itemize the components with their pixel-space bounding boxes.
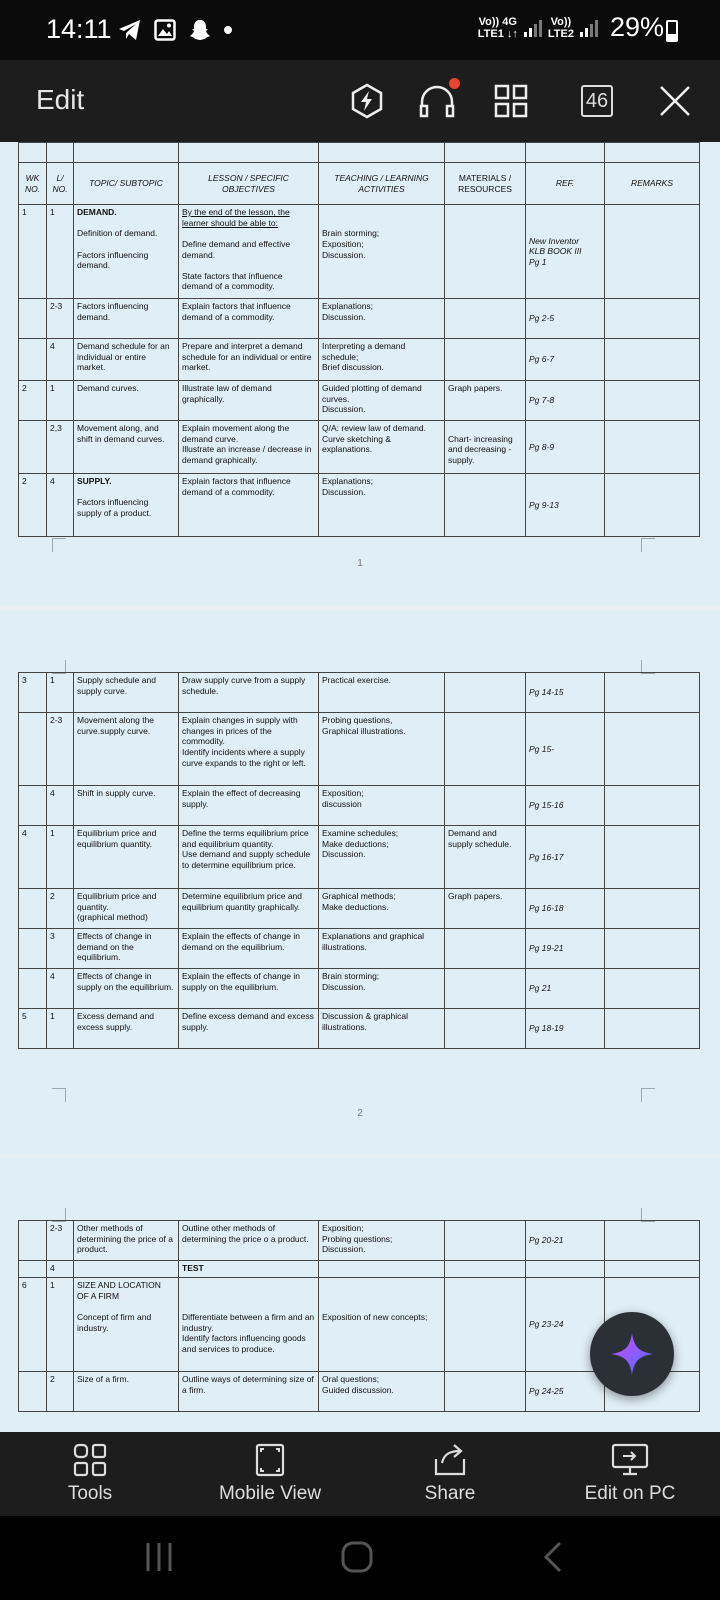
recent-apps-icon[interactable] [144,1540,174,1574]
table-row [19,421,700,474]
cell-activities: Guided plotting of demand curves. Discussion. [319,381,445,421]
status-time: 14:11 [46,14,112,44]
table-row [19,673,700,713]
mobile-view-icon [255,1443,285,1477]
page-count: 46 [581,85,613,117]
cell-lesson: 2-3 [47,1221,74,1261]
cell-reference: Pg 9-13 [526,474,605,537]
cell-activities: Brain storming; Discussion. [319,969,445,1009]
cell-week [19,299,47,339]
sim2-network: Vo)) LTE2 [547,15,574,40]
cell-activities: Examine schedules; Make deductions; Discussion. [319,826,445,889]
tools-label: Tools [67,1483,113,1504]
page-corner-mark [641,538,655,552]
cell-remarks [605,205,700,299]
top-toolbar [0,60,720,142]
cell-topic: SIZE AND LOCATION OF A FIRM Concept of firm and industry. [74,1278,179,1372]
cell-activities: Explanations; Discussion. [319,299,445,339]
cell-week: 2 [19,381,47,421]
col-remarks: REMARKS [605,163,700,205]
mobile-view-button[interactable] [180,1432,360,1516]
cell-lesson: 4 [47,786,74,826]
more-notifications-dot [224,26,232,34]
cell-reference: New Inventor KLB BOOK III Pg 1 [526,205,605,299]
cell-week: 2 [19,474,47,537]
page-1 [0,142,720,606]
cell-activities: Exposition; Probing questions; Discussion. [319,1221,445,1261]
cell-reference: Pg 23-24 [526,1278,605,1372]
cell-topic: Equilibrium price and equilibrium quantity. [74,826,179,889]
cell-materials [445,786,526,826]
cell-lesson: 1 [47,205,74,299]
cell-materials [445,1009,526,1049]
cell-lesson: 2 [47,889,74,929]
share-icon [432,1443,468,1477]
table-row [19,339,700,381]
cell-week [19,339,47,381]
cell-materials: Graph papers. [445,381,526,421]
status-right [478,12,664,43]
cell-materials [445,1221,526,1261]
cell-lesson: 1 [47,673,74,713]
page-corner-mark [52,1088,66,1102]
cell-week [19,1221,47,1261]
cell-lesson: 1 [47,381,74,421]
sim1-network: Vo)) 4G LTE1 ↓↑ [477,15,518,40]
edit-on-pc-button[interactable] [540,1432,720,1516]
cell-objectives: Explain factors that influence demand of a commodity. [179,474,319,537]
cell-test: TEST [179,1261,319,1278]
cell-reference: Pg 15- [526,713,605,786]
cell-week [19,1261,47,1278]
table-row [19,889,700,929]
cell-topic: SUPPLY. Factors influencing supply of a product. [74,474,179,537]
cell-topic: Demand schedule for an individual or entire market. [74,339,179,381]
cell-materials [445,929,526,969]
cell-topic: Size of a firm. [74,1372,179,1412]
cell-objectives: Illustrate law of demand graphically. [179,381,319,421]
share-label: Share [424,1483,476,1504]
page-count-button[interactable] [574,78,620,124]
cell-week: 5 [19,1009,47,1049]
cell-lesson: 3 [47,929,74,969]
col-ref: REF. [526,163,605,205]
cell-reference: Pg 16-18 [526,889,605,929]
table-row [19,786,700,826]
cell-materials [445,969,526,1009]
cell-objectives: Outline other methods of determining the price o a product. [179,1221,319,1261]
sim2-signal-icon [580,19,598,37]
cell-materials: Demand and supply schedule. [445,826,526,889]
cell-topic: Shift in supply curve. [74,786,179,826]
cell-lesson: 1 [47,826,74,889]
desktop-icon [611,1443,649,1477]
cell-activities: Exposition of new concepts; [319,1278,445,1372]
cell-reference: Pg 19-21 [526,929,605,969]
cell-reference: Pg 18-19 [526,1009,605,1049]
cell-lesson: 2-3 [47,299,74,339]
table-row [19,929,700,969]
cell-topic: Demand curves. [74,381,179,421]
cell-objectives: Define the terms equilibrium price and equilibrium quantity. Use demand and supply schedule to determine equilibrium price. [179,826,319,889]
cell-activities: Practical exercise. [319,673,445,713]
gallery-icon [154,19,176,41]
notification-icons [118,18,232,42]
cell-materials [445,205,526,299]
col-ln: L/ NO. [47,163,74,205]
cell-materials [445,474,526,537]
cell-activities: Graphical methods; Make deductions. [319,889,445,929]
cell-reference: Pg 15-16 [526,786,605,826]
cell-objectives: Determine equilibrium price and equilibrium quantity graphically. [179,889,319,929]
cell-reference: Pg 14-15 [526,673,605,713]
col-wk: WK NO. [19,163,47,205]
cell-topic: Movement along, and shift in demand curves. [74,421,179,474]
cell-materials [445,713,526,786]
table-header-row [19,163,700,205]
table-row [19,713,700,786]
share-button[interactable] [360,1432,540,1516]
cell-objectives: Prepare and interpret a demand schedule for an individual or entire market. [179,339,319,381]
cell-topic: Effects of change in demand on the equilibrium. [74,929,179,969]
cell-reference: Pg 24-25 [526,1372,605,1412]
cell-lesson: 4 [47,339,74,381]
cell-reference: Pg 16-17 [526,826,605,889]
tools-button[interactable] [0,1432,180,1516]
cell-reference: Pg 7-8 [526,381,605,421]
cell-topic: Factors influencing demand. [74,299,179,339]
col-materials: MATERIALS / RESOURCES [445,163,526,205]
cell-reference: Pg 8-9 [526,421,605,474]
bottom-bar [0,1432,720,1516]
document-view[interactable] [0,142,720,1432]
edit-button[interactable]: Edit [36,84,85,115]
back-icon[interactable] [540,1540,564,1574]
cell-objectives: Differentiate between a firm and an industry. Identify factors influencing goods and services to produce. [179,1278,319,1372]
cell-topic: Excess demand and excess supply. [74,1009,179,1049]
listen-button[interactable] [414,78,460,124]
cell-activities: Probing questions, Graphical illustrations. [319,713,445,786]
cell-topic: Equilibrium price and quantity. (graphical method) [74,889,179,929]
cell-remarks [605,826,700,889]
cell-week [19,929,47,969]
cell-lesson: 1 [47,1278,74,1372]
page-1-table [18,142,700,537]
headphones-icon [418,84,456,118]
cell-activities: Explanations and graphical illustrations. [319,929,445,969]
cell-remarks [605,713,700,786]
telegram-icon [118,19,142,41]
cell-materials: Chart- increasing and decreasing - supply. [445,421,526,474]
battery-percent: 29% [609,12,664,42]
page-corner-mark [52,538,66,552]
cell-remarks [605,889,700,929]
cell-materials [445,1372,526,1412]
cell-objectives: Define excess demand and excess supply. [179,1009,319,1049]
cell-remarks [605,1009,700,1049]
cell-week [19,1372,47,1412]
page-3-table [18,1220,700,1412]
cell-objectives: Explain the effect of decreasing supply. [179,786,319,826]
cell-remarks [605,421,700,474]
notification-badge [449,78,460,89]
cell-activities: Explanations; Discussion. [319,474,445,537]
cell-objectives: Draw supply curve from a supply schedule. [179,673,319,713]
close-icon [659,85,691,117]
cell-remarks [605,339,700,381]
table-row [19,1221,700,1261]
cell-reference: Pg 6-7 [526,339,605,381]
cell-remarks [605,673,700,713]
cell-week [19,889,47,929]
status-bar [0,0,720,60]
cell-objectives: Explain movement along the demand curve. Illustrate an increase / decrease in demand graphically. [179,421,319,474]
col-activities: TEACHING / LEARNING ACTIVITIES [319,163,445,205]
cell-activities: Discussion & graphical illustrations. [319,1009,445,1049]
cell-week: 1 [19,205,47,299]
ai-assistant-button[interactable] [590,1312,674,1396]
cell-objectives: Outline ways of determining size of a firm. [179,1372,319,1412]
cell-lesson: 1 [47,1009,74,1049]
page-number: 2 [357,1108,363,1119]
grid-icon [494,84,528,118]
cell-lesson: 4 [47,1261,74,1278]
cell-week: 3 [19,673,47,713]
tools-icon [73,1443,107,1477]
cell-objectives: Explain the effects of change in demand on the equilibrium. [179,929,319,969]
snapchat-icon [188,18,212,42]
table-row [19,1009,700,1049]
cell-week [19,713,47,786]
cell-remarks [605,969,700,1009]
cell-topic: Supply schedule and supply curve. [74,673,179,713]
cell-objectives: By the end of the lesson, the learner should be able to: Define demand and effective demand. State factors that influence demand of a commodity. [179,205,319,299]
cell-week [19,421,47,474]
cell-remarks [605,299,700,339]
cell-week [19,969,47,1009]
cell-objectives: Explain changes in supply with changes in prices of the commodity. Identify incidents where a supply curve expands to the right or left. [179,713,319,786]
cell-remarks [605,929,700,969]
cell-activities: Q/A: review law of demand. Curve sketching & explanations. [319,421,445,474]
cell-topic: Effects of change in supply on the equilibrium. [74,969,179,1009]
cell-week [19,786,47,826]
cell-objectives: Explain factors that influence demand of a commodity. [179,299,319,339]
cell-objectives: Explain the effects of change in supply on the equilibrium. [179,969,319,1009]
home-icon[interactable] [340,1540,374,1574]
cell-lesson: 2 [47,1372,74,1412]
cell-activities: Oral questions; Guided discussion. [319,1372,445,1412]
grid-view-button[interactable] [488,78,534,124]
cell-reference: Pg 20-21 [526,1221,605,1261]
cell-materials [445,339,526,381]
table-row [19,205,700,299]
cell-materials [445,299,526,339]
table-row [19,826,700,889]
table-top-strip [19,143,700,163]
cell-reference: Pg 2-5 [526,299,605,339]
cell-remarks [605,474,700,537]
battery-icon [666,20,678,42]
page-number: 1 [357,558,363,569]
cell-week: 4 [19,826,47,889]
cell-lesson: 4 [47,969,74,1009]
mobile-view-label: Mobile View [218,1483,322,1504]
sim1-signal-icon [524,19,542,37]
cell-topic: Movement along the curve.supply curve. [74,713,179,786]
cell-remarks [605,381,700,421]
close-button[interactable] [652,78,698,124]
cell-remarks [605,786,700,826]
cell-lesson: 2-3 [47,713,74,786]
page-2 [0,610,720,1154]
cell-activities: Interpreting a demand schedule; Brief discussion. [319,339,445,381]
col-objectives: LESSON / SPECIFIC OBJECTIVES [179,163,319,205]
cell-topic: DEMAND. Definition of demand. Factors influencing demand. [74,205,179,299]
cell-activities: Exposition; discussion [319,786,445,826]
table-row [19,1261,700,1278]
cell-week: 6 [19,1278,47,1372]
cell-materials [445,673,526,713]
lightning-hexagon-icon [350,83,384,119]
table-row [19,381,700,421]
table-row [19,969,700,1009]
cell-activities: Brain storming; Exposition; Discussion. [319,205,445,299]
cell-topic: Other methods of determining the price of a product. [74,1221,179,1261]
cell-materials [445,1278,526,1372]
table-row [19,299,700,339]
edit-on-pc-label: Edit on PC [584,1483,676,1504]
page-corner-mark [641,1088,655,1102]
quick-action-button[interactable] [344,78,390,124]
table-row [19,474,700,537]
sparkle-icon [609,1331,655,1377]
cell-materials: Graph papers. [445,889,526,929]
cell-lesson: 2,3 [47,421,74,474]
cell-reference: Pg 21 [526,969,605,1009]
col-topic: TOPIC/ SUBTOPIC [74,163,179,205]
cell-remarks [605,1221,700,1261]
system-nav-bar [0,1516,720,1600]
cell-lesson: 4 [47,474,74,537]
page-2-table [18,672,700,1049]
